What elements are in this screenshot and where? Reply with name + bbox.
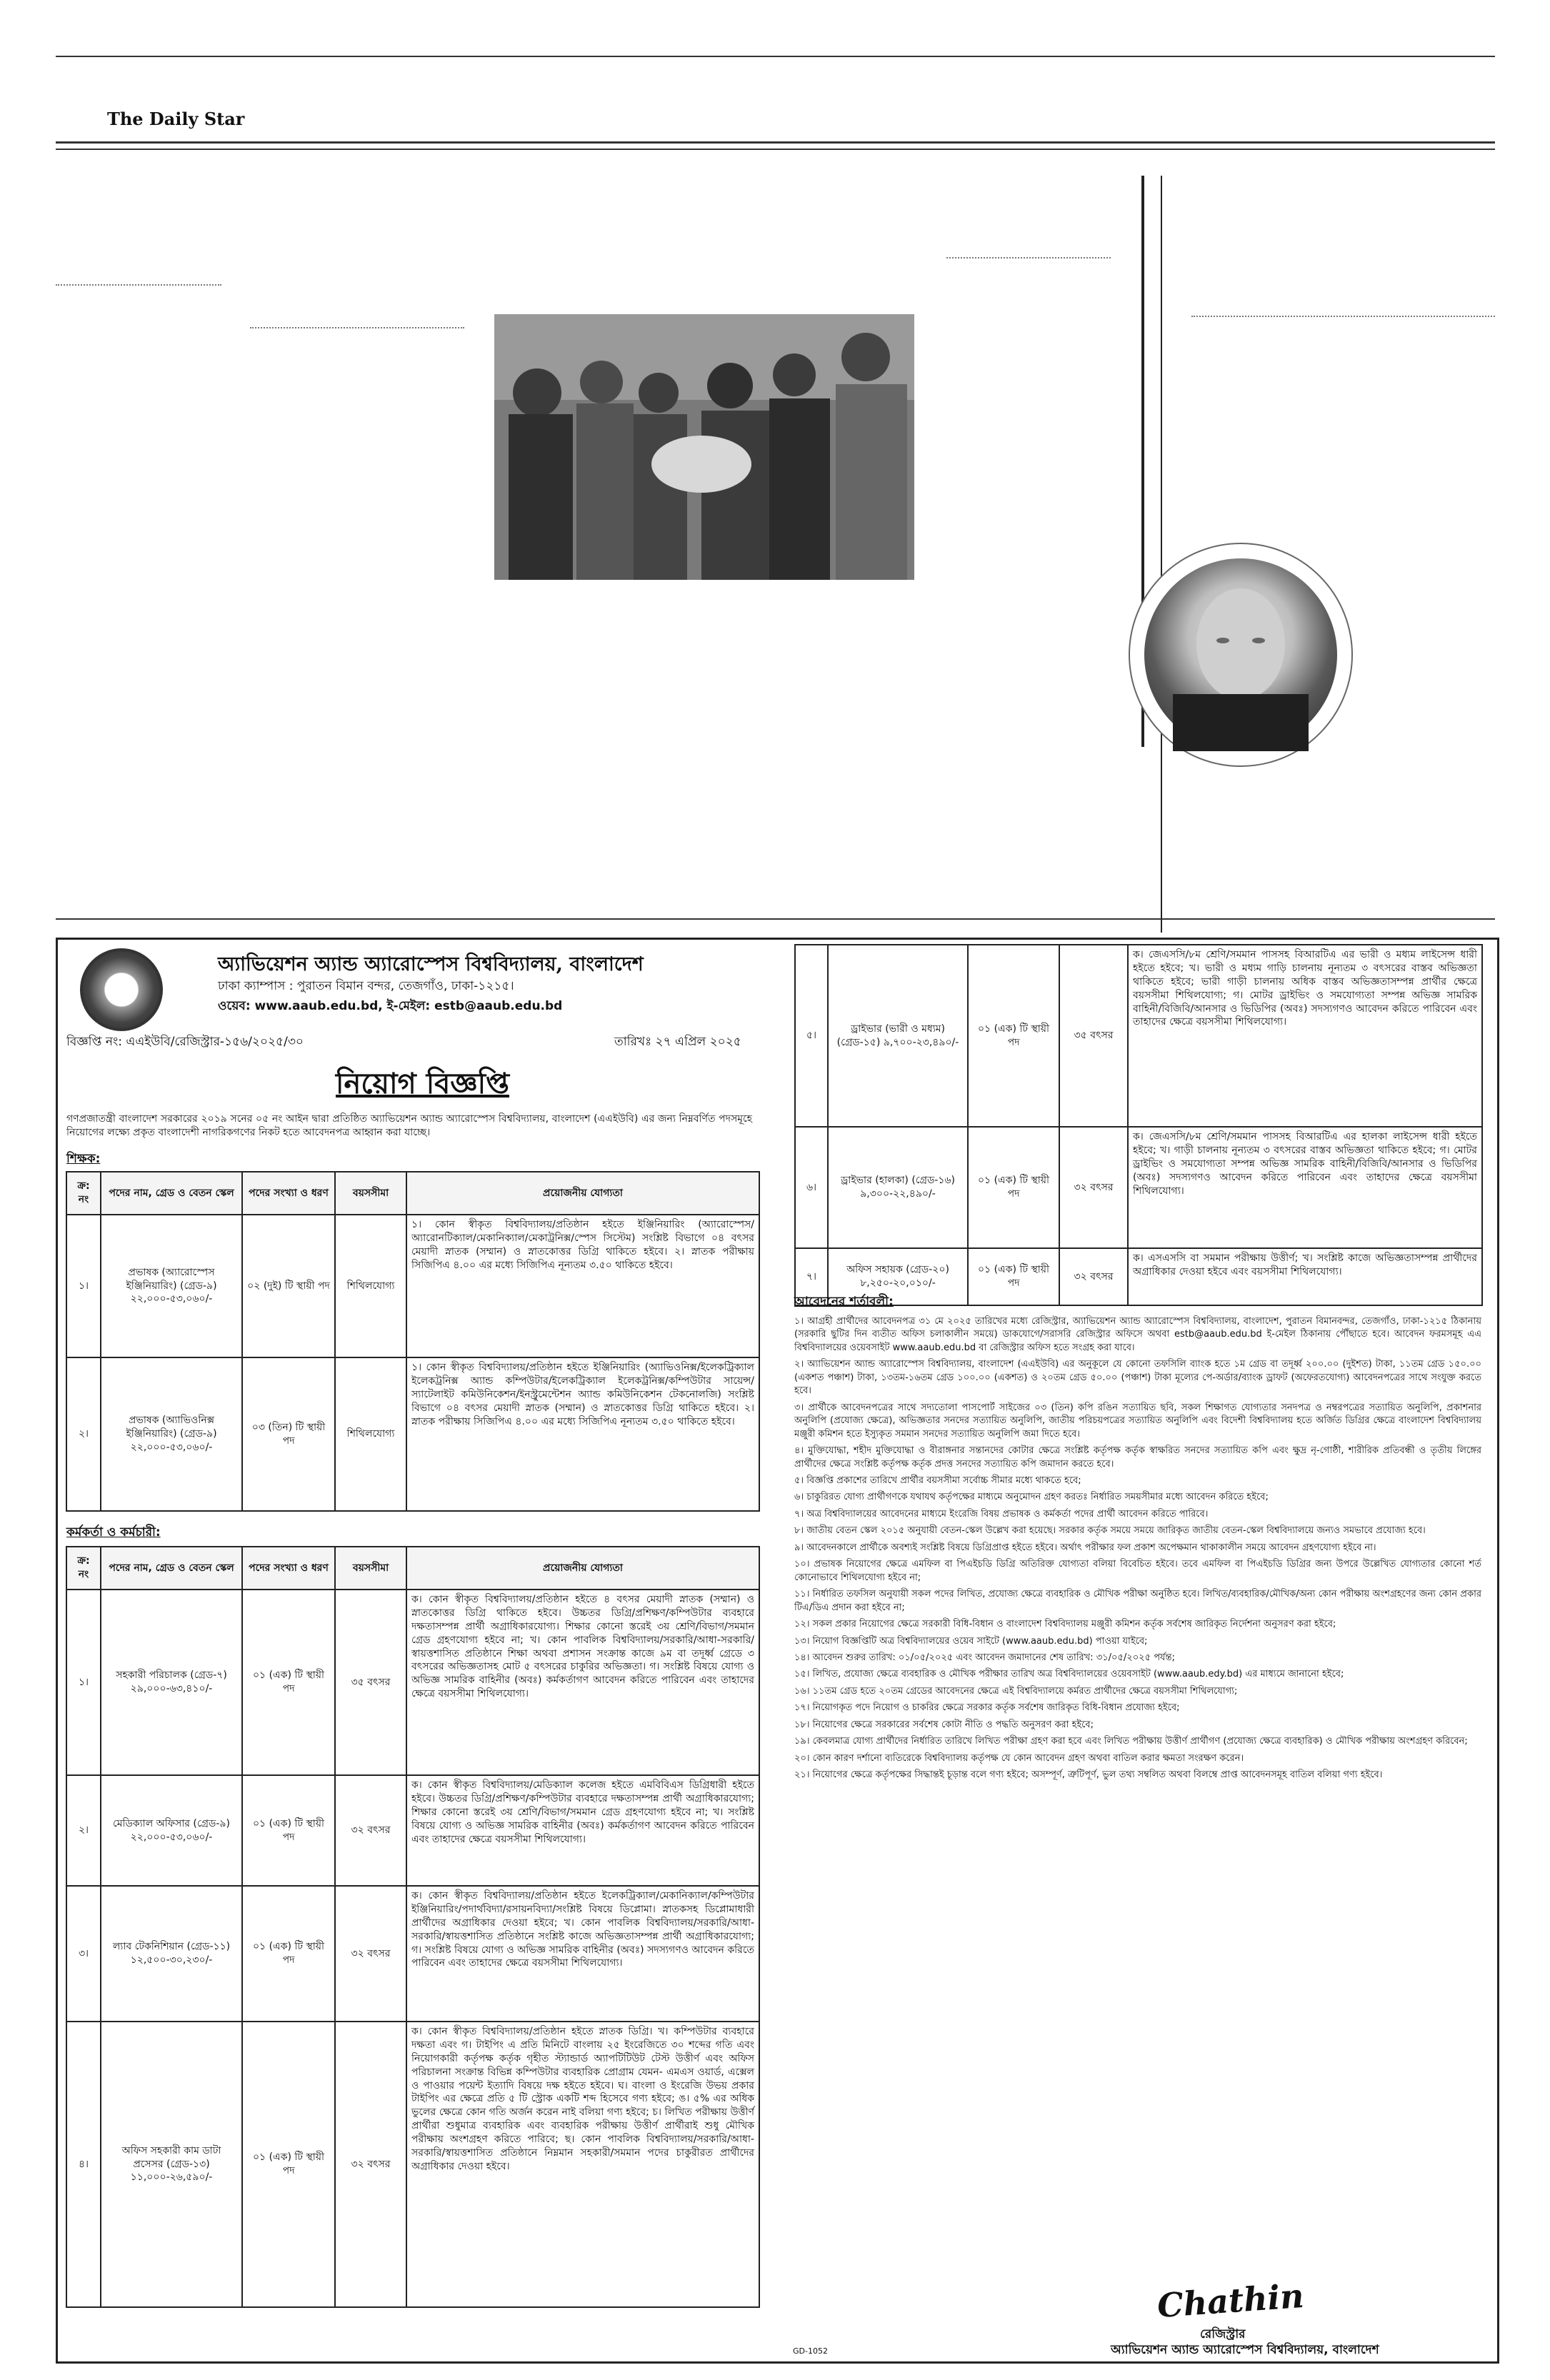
cell-age: ৩২ বৎসর [335, 1886, 406, 2022]
notice-title: নিয়োগ বিজ্ঞপ্তি [336, 1067, 510, 1100]
registrar-title: রেজিস্ট্রার [1200, 2327, 1246, 2341]
section-rule [56, 918, 1495, 920]
terms-heading: আবেদনের শর্তাবলী: [794, 1295, 894, 1309]
table-row [66, 2022, 759, 2307]
term-item: ১৪। আবেদন শুরুর তারিখ: ০১/০৫/২০২৫ এবং আবেদন জমাদানের শেষ তারিখ: ৩১/০৫/২০২৫ পর্যন্ত; [794, 1652, 1175, 1663]
cell-serial: ৬। [795, 1127, 828, 1248]
cell-serial: ৭। [795, 1248, 828, 1305]
cell-age: শিথিলযোগ্য [335, 1215, 406, 1357]
col-count: পদের সংখ্যা ও ধরণ [242, 1547, 335, 1590]
term-item: ৬। চাকুরিরত যোগ্য প্রার্থীগণকে যথাযথ কর্তৃপক্ষের মাধ্যমে অনুমোদন গ্রহণ করতঃ নির্ধারিত সময়সীমার মধ্যে আবেদন করিতে হইবে; [794, 1492, 1269, 1503]
person-portrait [1144, 558, 1337, 751]
cell-serial: ২। [66, 1775, 101, 1886]
registrar-signature: Chathin [1156, 2276, 1306, 2326]
term-item: ১। আগ্রহী প্রার্থীদের আবেদনপত্র ৩১ মে ২০২৫ তারিখের মধ্যে রেজিস্ট্রার, অ্যাভিয়েশন অ্যান্ড অ্যারোস্পেস বিশ্ববিদ্যালয়, বাংলাদেশ, পুরাতন বিমানবন্দর, তেজগাঁও, ঢাকা-১২১৫ ঠিকানায় (সরকারি ছুটির দিন ব্যতীত অফিস চলাকালীন সময়ে) ডাকযোগে/সরাসরি রেজিস্ট্রার অফিসে অথবা estb@aaub.edu.bd ই-মেইল ঠিকানায় পৌঁছাতে হবে। আবেদন ফরমসমূহ এএ বিশ্ববিদ্যালয়ের ওয়েবসাইট www.aaub.edu.bd বা রেজিস্ট্রার অফিস হতে সংগ্রহ করা যাবে। [794, 1316, 1481, 1353]
cell-count: ০১ (এক) টি স্থায়ী পদ [968, 1127, 1059, 1248]
col-age: বয়সসীমা [335, 1172, 406, 1215]
separator-dots [250, 327, 464, 328]
cell-post: অফিস সহায়ক (গ্রেড-২০) ৮,২৫০-২০,০১০/- [828, 1248, 968, 1305]
separator-dots [56, 284, 221, 286]
term-item: ৫। বিজ্ঞপ্তি প্রকাশের তারিখে প্রার্থীর বয়সসীমা সর্বোচ্চ সীমার মধ্যে থাকতে হবে; [794, 1475, 1081, 1486]
cell-age: ৩২ বৎসর [1059, 1248, 1128, 1305]
separator-dots [946, 257, 1111, 258]
cell-count: ০১ (এক) টি স্থায়ী পদ [968, 1248, 1059, 1305]
term-item: ১১। নির্ধারিত তফসিল অনুযায়ী সকল পদের লিখিত, প্রযোজ্য ক্ষেত্রে ব্যবহারিক ও মৌখিক পরীক্ষা অনুষ্ঠিত হবে। লিখিত/ব্যবহারিক/মৌখিক/অন্য কোন পরীক্ষায় অংশগ্রহণের জন্য কোন প্রকার টিএ/ডিএ প্রদান করা হইবে না; [794, 1589, 1481, 1613]
cell-post: ড্রাইভার (ভারী ও মধ্যম) (গ্রেড-১৫) ৯,৭০০-২৩,৪৯০/- [828, 945, 968, 1127]
term-item: ২১। নিয়োগের ক্ষেত্রে কর্তৃপক্ষের সিদ্ধান্তই চূড়ান্ত বলে গণ্য হইবে; অসম্পূর্ণ, ত্রুটিপূর্ণ, ভুল তথ্য সম্বলিত অথবা বিলম্বে প্রাপ্ত আবেদনসমূহ বাতিল বলিয়া গণ্য হইবে। [794, 1769, 1383, 1781]
top-rule [56, 56, 1495, 57]
cell-qualification: ক। জেএসসি/৮ম শ্রেণি/সমমান পাসসহ বিআরটিএ এর ভারী ও মধ্যম লাইসেন্স ধারী হইতে হইবে; খ। ভারী ও মধ্যম গাড়ি চালনায় নূন্যতম ৩ বৎসরের বাস্তব অভিজ্ঞতা থাকিতে হইবে; ভারী গাড়ী চালনায় অধিক বাস্তব অভিজ্ঞতাসম্পন্ন প্রার্থীর ক্ষেত্রে বয়সসীমা শিথিলযোগ্য; গ। মোটর ড্রাইভিং ও সমযোগ্যতা সম্পন্ন অভিজ্ঞ সামরিক বাহিনী/বিজিবি/আনসার ও ভিডিপির (অবঃ) সদস্যগণও আবেদন করিতে পারিবেন এবং তাহাদের ক্ষেত্রে বয়সসীমা শিথিলযোগ্য। [1128, 945, 1482, 1127]
term-item: ৩। প্রার্থীকে আবেদনপত্রের সাথে সদ্যতোলা পাসপোর্ট সাইজের ০৩ (তিন) কপি রঙিন সত্যায়িত ছবি, সকল শিক্ষাগত যোগ্যতার সনদপত্র ও নম্বরপত্রের সত্যায়িত অনুলিপি, প্রকাশনার অনুলিপি (প্রযোজ্য ক্ষেত্রে), অভিজ্ঞতার সনদের সত্যায়িত অনুলিপি, জাতীয় পরিচয়পত্রের সত্যায়িত অনুলিপি এবং বিদেশী বিশ্ববিদ্যালয় হতে অর্জিত ডিগ্রির ক্ষেত্রে বাংলাদেশ বিশ্ববিদ্যালয় মঞ্জুরী কমিশন হতে ইস্যুকৃত সমমান সনদের সত্যায়িত অনুলিপি জমা দিতে হবে। [794, 1402, 1481, 1440]
table-row [66, 1886, 759, 2022]
masthead: The Daily Star [107, 109, 245, 129]
col-serial: ক্র: নং [66, 1172, 101, 1215]
officer-table [66, 1546, 760, 2308]
cell-age: ৩৫ বৎসর [1059, 945, 1128, 1127]
col-qualification: প্রয়োজনীয় যোগ্যতা [406, 1547, 759, 1590]
cell-count: ০২ (দুই) টি স্থায়ী পদ [242, 1215, 335, 1357]
term-item: ১৯। কেবলমাত্র যোগ্য প্রার্থীদের নির্ধারিত তারিখে লিখিত পরীক্ষা গ্রহণ করা হবে এবং লিখিত পরীক্ষায় উত্তীর্ণ প্রার্থীগণ (প্রযোজ্য ক্ষেত্রে ব্যবহারিক) ও মৌখিক পরীক্ষায় অংশগ্রহণ করিবেন; [794, 1736, 1468, 1747]
cell-count: ০১ (এক) টি স্থায়ী পদ [968, 945, 1059, 1127]
cell-qualification: ক। কোন স্বীকৃত বিশ্ববিদ্যালয়/প্রতিষ্ঠান হইতে ৪ বৎসর মেয়াদী স্নাতক (সম্মান) ও স্নাতকোত্তর ডিগ্রি থাকিতে হইবে। উচ্চতর ডিগ্রি/প্রশিক্ষণ/কম্পিউটার ব্যবহারে দক্ষতাসম্পন্ন প্রার্থী অগ্রাধিকারযোগ্য। শিক্ষার কোনো স্তরেই ৩য় শ্রেণি/বিভাগ/সমমান গ্রেড গ্রহণযোগ্য হইবে না; খ। কোন পাবলিক বিশ্ববিদ্যালয়/সরকারি/আধা-সরকারি/স্বায়ত্তশাসিত প্রতিষ্ঠানে শিক্ষা অথবা প্রশাসন সংক্রান্ত কাজে ৯ম বা তদূর্ধ্ব গ্রেডে ৩ বৎসরের অভিজ্ঞতাসহ মোট ৫ বৎসরের চাকুরির অভিজ্ঞতা। গ। সংশ্লিষ্ট বিষয়ে যোগ্য ও অভিজ্ঞ সামরিক বাহিনীর (অবঃ) কর্মকর্তাগণ আবেদন করিতে পারিবেন এবং তাহাদের ক্ষেত্রে বয়সসীমা শিথিলযোগ্য। [406, 1590, 759, 1775]
col-post: পদের নাম, গ্রেড ও বেতন স্কেল [101, 1547, 242, 1590]
cell-age: ৩২ বৎসর [335, 2022, 406, 2307]
table-header-row [66, 1547, 759, 1590]
term-item: ১০। প্রভাষক নিয়োগের ক্ষেত্রে এমফিল বা পিএইচডি ডিগ্রি অতিরিক্ত যোগ্যতা বলিয়া বিবেচিত হইবে। তবে এমফিল বা পিএইচডি ডিগ্রির জন্য উপরে উল্লেখিত যোগ্যতার কোনো শর্ত কোনোভাবে শিথিলযোগ্য হইবে না; [794, 1559, 1481, 1583]
term-item: ৪। মুক্তিযোদ্ধা, শহীদ মুক্তিযোদ্ধা ও বীরাঙ্গনার সন্তানদের কোটার ক্ষেত্রে সংশ্লিষ্ট কর্তৃপক্ষ কর্তৃক স্বাক্ষরিত সনদের সত্যায়িত কপি এবং ক্ষুদ্র নৃ-গোষ্ঠী, শারীরিক প্রতিবন্ধী ও তৃতীয় লিঙ্গের প্রার্থীদের ক্ষেত্রে সংশ্লিষ্ট কর্তৃপক্ষ কর্তৃক প্রদত্ত সনদের সত্যায়িত কপি জমাদান করতে হবে। [794, 1445, 1481, 1470]
term-item: ১৫। লিখিত, প্রযোজ্য ক্ষেত্রে ব্যবহারিক ও মৌখিক পরীক্ষার তারিখ অত্র বিশ্ববিদ্যালয়ের ওয়েবসাইট (www.aaub.edy.bd) এর মাধ্যমে জানানো হইবে; [794, 1669, 1344, 1680]
cell-qualification: ১। কোন স্বীকৃত বিশ্ববিদ্যালয়/প্রতিষ্ঠান হইতে ইঞ্জিনিয়ারিং (অ্যারোস্পেস/অ্যারোনটিক্যাল/মেকানিক্যাল/মেকাট্রনিক্স/স্পেস সিস্টেম) সংশ্লিষ্ট বিভাগে ০৪ বৎসর মেয়াদী স্নাতক (সম্মান) ও স্নাতকোত্তর ডিগ্রি থাকিতে হইবে। ২। স্নাতক পরীক্ষায় সিজিপিএ ৪.০০ এর মধ্যে সিজিপিএ নূন্যতম ৩.৫০ থাকিতে হইবে। [406, 1215, 759, 1357]
cell-post: সহকারী পরিচালক (গ্রেড-৭) ২৯,০০০-৬৩,৪১০/- [101, 1590, 242, 1775]
term-item: ১৮। নিয়োগের ক্ষেত্রে সরকারের সর্বশেষ কোটা নীতি ও পদ্ধতি অনুসরণ করা হইবে; [794, 1719, 1094, 1730]
cell-count: ০১ (এক) টি স্থায়ী পদ [242, 2022, 335, 2307]
term-item: ২। অ্যাভিয়েশন অ্যান্ড অ্যারোস্পেস বিশ্ববিদ্যালয়, বাংলাদেশ (এএইউবি) এর অনুকূলে যে কোনো তফসিলি ব্যাংক হতে ১ম গ্রেড বা তদূর্ধ্ব ২০০.০০ (দুইশত) টাকা, ১১তম গ্রেড ১৫০.০০ (একশত পঞ্চাশ) টাকা, ১৩তম-১৬তম গ্রেড ১০০.০০ (একশত) ও ২০তম গ্রেড ৫০.০০ (পঞ্চাশ) টাকা মূল্যের পে-অর্ডার/ব্যাংক ড্রাফট (অফেরতযোগ্য) আবেদনপত্রের সাথে সংযুক্ত করতে হবে। [794, 1359, 1481, 1397]
cell-age: শিথিলযোগ্য [335, 1357, 406, 1511]
cell-post: ল্যাব টেকনিশিয়ান (গ্রেড-১১) ১২,৫০০-৩০,২৩০/- [101, 1886, 242, 2022]
cell-age: ৩৫ বৎসর [335, 1590, 406, 1775]
cell-age: ৩২ বৎসর [335, 1775, 406, 1886]
table-row [66, 1357, 759, 1511]
column-divider [1161, 176, 1162, 933]
cell-post: অফিস সহকারী কাম ডাটা প্রসেসর (গ্রেড-১৩) ১১,০০০-২৬,৫৯০/- [101, 2022, 242, 2307]
table-row [795, 945, 1482, 1127]
cell-serial: ২। [66, 1357, 101, 1511]
teacher-table [66, 1171, 760, 1512]
portrait-photo [1144, 558, 1337, 751]
term-item: ৮। জাতীয় বেতন স্কেল ২০১৫ অনুযায়ী বেতন-স্কেল উল্লেখ করা হয়েছে। সরকার কর্তৃক সময়ে সময়ে জারিকৃত জাতীয় বেতন-স্কেল বিশ্ববিদ্যালয়ে জন্যও সমভাবে প্রযোজ্য হবে। [794, 1525, 1426, 1537]
cell-post: ড্রাইভার (হালকা) (গ্রেড-১৬) ৯,৩০০-২২,৪৯০/- [828, 1127, 968, 1248]
term-item: ১৩। নিয়োগ বিজ্ঞপ্তিটি অত্র বিশ্ববিদ্যালয়ের ওয়েব সাইটে (www.aaub.edu.bd) পাওয়া যাইবে; [794, 1635, 1148, 1647]
cell-count: ০১ (এক) টি স্থায়ী পদ [242, 1590, 335, 1775]
cell-serial: ১। [66, 1215, 101, 1357]
cell-serial: ৩। [66, 1886, 101, 2022]
gd-code: GD-1052 [793, 2346, 828, 2356]
table-row [66, 1590, 759, 1775]
table-header-row [66, 1172, 759, 1215]
cell-age: ৩২ বৎসর [1059, 1127, 1128, 1248]
col-qualification: প্রয়োজনীয় যোগ্যতা [406, 1172, 759, 1215]
cell-qualification: ক। জেএসসি/৮ম শ্রেণি/সমমান পাসসহ বিআরটিএ এর হালকা লাইসেন্স ধারী হইতে হইবে; খ। গাড়ী চালনায় নূন্যতম ৩ বৎসরের বাস্তব অভিজ্ঞতা থাকিতে হইবে; গ। মোটর ড্রাইভিং ও সমযোগ্যতা সম্পন্ন অভিজ্ঞ সামরিক বাহিনী/বিজিবি/আনসার ও ভিডিপির (অবঃ) সদস্যগণও আবেদন করিতে পারিবেন এবং তাহাদের ক্ষেত্রে বয়সসীমা শিথিলযোগ্য। [1128, 1127, 1482, 1248]
col-age: বয়সসীমা [335, 1547, 406, 1590]
university-name: অ্যাভিয়েশন অ্যান্ড অ্যারোস্পেস বিশ্ববিদ্যালয়, বাংলাদেশ [218, 953, 644, 975]
table-row [795, 1127, 1482, 1248]
term-item: ১৬। ১১তম গ্রেড হতে ২০তম গ্রেডের আবেদনের ক্ষেত্রে এই বিশ্ববিদ্যালয়ে কর্মরত প্রার্থীদের ক্ষেত্রে বয়সসীমা শিথিলযোগ্য; [794, 1685, 1238, 1697]
cell-qualification: ক। কোন স্বীকৃত বিশ্ববিদ্যালয়/প্রতিষ্ঠান হইতে স্নাতক ডিগ্রি। খ। কম্পিউটার ব্যবহারে দক্ষতা এবং গ। টাইপিং এ প্রতি মিনিটে বাংলায় ২৫ ইংরেজিতে ৩০ শব্দের গতি এবং নিয়োগকারী কর্তৃপক্ষ কর্তৃক গৃহীত স্ট্যান্ডার্ড অ্যাপটিটিউট টেস্ট উত্তীর্ণ এবং অফিস পরিচালনা সংক্রান্ত বিভিন্ন কম্পিউটার ব্যবহারিক প্রোগ্রাম যেমন- এমএস ওয়ার্ড, এক্সেল ও পাওয়ার পয়েন্ট ইত্যাদি বিষয়ে দক্ষ হইতে হইবে। ঘ। বাংলা ও ইংরেজি উভয় প্রকার টাইপিং এর ক্ষেত্রে প্রতি ৫ টি স্ট্রোক একটি শব্দ হিসেবে গণ্য হইবে; ঙ। ৫% এর অধিক ভুলের ক্ষেত্রে কোন গতি অর্জন করেন নাই বলিয়া গণ্য হইবে; চ। লিখিত পরীক্ষায় উত্তীর্ণ প্রার্থীরা শুধুমাত্র ব্যবহারিক এবং ব্যবহারিক পরীক্ষায় উত্তীর্ণ প্রার্থীরাই শুধু মৌখিক পরীক্ষায় অংশগ্রহণ করিতে পারিবে; ছ। কোন পাবলিক বিশ্ববিদ্যালয়/সরকারি/আধা-সরকারি/স্বায়ত্তশাসিত প্রতিষ্ঠানে নিম্নমান সহকারী/সমমান পদের চাকুরীরত প্রার্থীদের অগ্রাধিকার দেওয়া হইবে। [406, 2022, 759, 2307]
cell-post: মেডিক্যাল অফিসার (গ্রেড-৯) ২২,০০০-৫৩,০৬০/- [101, 1775, 242, 1886]
cell-serial: ৫। [795, 945, 828, 1127]
portrait-frame [1129, 543, 1353, 767]
cell-post: প্রভাষক (অ্যাভিওনিক্স ইঞ্জিনিয়ারিং) (গ্রেড-৯) ২২,০০০-৫৩,০৬০/- [101, 1357, 242, 1511]
cell-count: ০১ (এক) টি স্থায়ী পদ [242, 1886, 335, 2022]
notice-number: বিজ্ঞপ্তি নং: এএইউবি/রেজিস্ট্রার-১৫৬/২০২৫/৩০ [66, 1035, 304, 1049]
cell-serial: ১। [66, 1590, 101, 1775]
col-serial: ক্র: নং [66, 1547, 101, 1590]
term-item: ৭। অত্র বিশ্ববিদ্যালয়ের আবেদনের মাধ্যমে ইংরেজি বিষয় প্রভাষক ও কর্মকর্তা পদের প্রার্থী আবেদন করিতে পারিবে। [794, 1508, 1209, 1520]
cell-count: ০১ (এক) টি স্থায়ী পদ [242, 1775, 335, 1886]
terms-list [794, 1315, 1481, 1786]
teacher-heading: শিক্ষক: [66, 1152, 101, 1166]
officer-table-continued [794, 944, 1483, 1306]
cell-count: ০৩ (তিন) টি স্থায়ী পদ [242, 1357, 335, 1511]
cell-qualification: ক। কোন স্বীকৃত বিশ্ববিদ্যালয়/প্রতিষ্ঠান হইতে ইলেকট্রিক্যাল/মেকানিক্যাল/কম্পিউটার ইঞ্জিনিয়ারিং/পদার্থবিদ্যা/রসায়নবিদ্যা/সংশ্লিষ্ট বিষয়ে ডিপ্লোমা। স্নাতকসহ ডিপ্লোমাধারী প্রার্থীদের অগ্রাধিকার দেওয়া হইবে; খ। কোন পাবলিক বিশ্ববিদ্যালয়/সরকারি/আধা-সরকারি/স্বায়ত্তশাসিত প্রতিষ্ঠানে সংশ্লিষ্ট কাজে অভিজ্ঞতাসম্পন্ন প্রার্থী অগ্রাধিকারযোগ্য; গ। সংশ্লিষ্ট বিষয়ে যোগ্য ও অভিজ্ঞ সামরিক বাহিনীর (অবঃ) সদস্যগণও আবেদন করিতে পারিবেন এবং তাহাদের ক্ষেত্রে বয়সসীমা শিথিলযোগ্য। [406, 1886, 759, 2022]
col-count: পদের সংখ্যা ও ধরণ [242, 1172, 335, 1215]
table-row [795, 1248, 1482, 1305]
cell-serial: ৪। [66, 2022, 101, 2307]
notice-intro: গণপ্রজাতন্ত্রী বাংলাদেশ সরকারের ২০১৯ সনের ০৫ নং আইন দ্বারা প্রতিষ্ঠিত অ্যাভিয়েশন অ্যান্ড অ্যারোস্পেস বিশ্ববিদ্যালয়, বাংলাদেশ (এএইউবি) এর জন্য নিম্নবর্ণিত পদসমূহে নিয়োগের লক্ষ্যে প্রকৃত বাংলাদেশী নাগরিকগণের নিকট হতে আবেদনপত্র আহ্বান করা যাচ্ছে। [66, 1113, 752, 1138]
col-post: পদের নাম, গ্রেড ও বেতন স্কেল [101, 1172, 242, 1215]
campus-address: ঢাকা ক্যাম্পাস : পুরাতন বিমান বন্দর, তেজগাঁও, ঢাকা-১২১৫। [218, 979, 514, 993]
cell-qualification: ১। কোন স্বীকৃত বিশ্ববিদ্যালয়/প্রতিষ্ঠান হইতে ইঞ্জিনিয়ারিং (অ্যাভিওনিক্স/ইলেকট্রিক্যাল ইলেকট্রনিক্স অ্যান্ড কম্পিউটার/ইলেকট্রিক্যাল ইলেকট্রনিক্স/কম্পিউটার সায়েন্স/স্যাটেলাইট কমিউনিকেশন/ইনস্ট্রুমেন্টেশন অ্যান্ড কমিউনিকেশন টেকনোলজি) সংশ্লিষ্ট বিভাগে ০৪ বৎসর মেয়াদী স্নাতক (সম্মান) ও স্নাতকোত্তর ডিগ্রি থাকিতে হইবে। ২। স্নাতক পরীক্ষায় সিজিপিএ ৪.০০ এর মধ্যে সিজিপিএ নূন্যতম ৩.৫০ থাকিতে হইবে। [406, 1357, 759, 1511]
header-rule-2 [56, 149, 1495, 150]
header-rule-1 [56, 141, 1495, 144]
crowd-photo-illustration [494, 314, 914, 580]
university-logo [80, 948, 163, 1031]
officer-heading: কর্মকর্তা ও কর্মচারী: [66, 1525, 161, 1540]
news-photo [494, 314, 914, 580]
notice-date: তারিখঃ ২৭ এপ্রিল ২০২৫ [614, 1035, 741, 1049]
cell-qualification: ক। এসএসসি বা সমমান পরীক্ষায় উত্তীর্ণ; খ। সংশ্লিষ্ট কাজে অভিজ্ঞতাসম্পন্ন প্রার্থীদের অগ্রাধিকার দেওয়া হইবে এবং বয়সসীমা শিথিলযোগ্য। [1128, 1248, 1482, 1305]
cell-qualification: ক। কোন স্বীকৃত বিশ্ববিদ্যালয়/মেডিক্যাল কলেজ হইতে এমবিবিএস ডিগ্রিধারী হইতে হইবে। উচ্চতর ডিগ্রি/প্রশিক্ষণ/কম্পিউটার ব্যবহারে দক্ষতাসম্পন্ন প্রার্থী অগ্রাধিকারযোগ্য; শিক্ষার কোনো স্তরেই ৩য় শ্রেণি/বিভাগ/সমমান গ্রেড গ্রহণযোগ্য হইবে না; খ। সংশ্লিষ্ট বিষয়ে যোগ্য ও অভিজ্ঞ সামরিক বাহিনীর (অবঃ) কর্মকর্তাগণ আবেদন করিতে পারিবেন এবং তাহাদের ক্ষেত্রে বয়সসীমা শিথিলযোগ্য। [406, 1775, 759, 1886]
web-email: ওয়েব: www.aaub.edu.bd, ই-মেইল: estb@aaub.edu.bd [218, 999, 563, 1013]
table-row [66, 1215, 759, 1357]
registrar-organization: অ্যাভিয়েশন অ্যান্ড অ্যারোস্পেস বিশ্ববিদ্যালয়, বাংলাদেশ [1111, 2343, 1379, 2357]
separator-dots [1191, 316, 1495, 317]
cell-post: প্রভাষক (অ্যারোস্পেস ইঞ্জিনিয়ারিং) (গ্রেড-৯) ২২,০০০-৫৩,০৬০/- [101, 1215, 242, 1357]
term-item: ১২। সকল প্রকার নিয়োগের ক্ষেত্রে সরকারী বিধি-বিধান ও বাংলাদেশ বিশ্ববিদ্যালয় মঞ্জুরী কমিশন কর্তৃক সর্বশেষ জারিকৃত নির্দেশনা অনুসরণ করা হইবে; [794, 1619, 1336, 1630]
term-item: ১৭। নিয়োগকৃত পদে নিয়োগ ও চাকরির ক্ষেত্রে সরকার কর্তৃক সর্বশেষ জারিকৃত বিধি-বিধান প্রযোজ্য হইবে; [794, 1702, 1180, 1714]
term-item: ২০। কোন কারণ দর্শানো ব্যতিরেকে বিশ্ববিদ্যালয় কর্তৃপক্ষ যে কোন আবেদন গ্রহণ অথবা বাতিল করার ক্ষমতা সংরক্ষণ করেন। [794, 1752, 1244, 1764]
table-row [66, 1775, 759, 1886]
term-item: ৯। আবেদনকালে প্রার্থীকে অবশ্যই সংশ্লিষ্ট বিষয়ে ডিগ্রিপ্রাপ্ত হইতে হইবে। অর্থাৎ পরীক্ষার ফল প্রকাশ অপেক্ষমান থাকাকালীন সময়ে আবেদন গ্রহণযোগ্য হইবে না। [794, 1542, 1376, 1553]
